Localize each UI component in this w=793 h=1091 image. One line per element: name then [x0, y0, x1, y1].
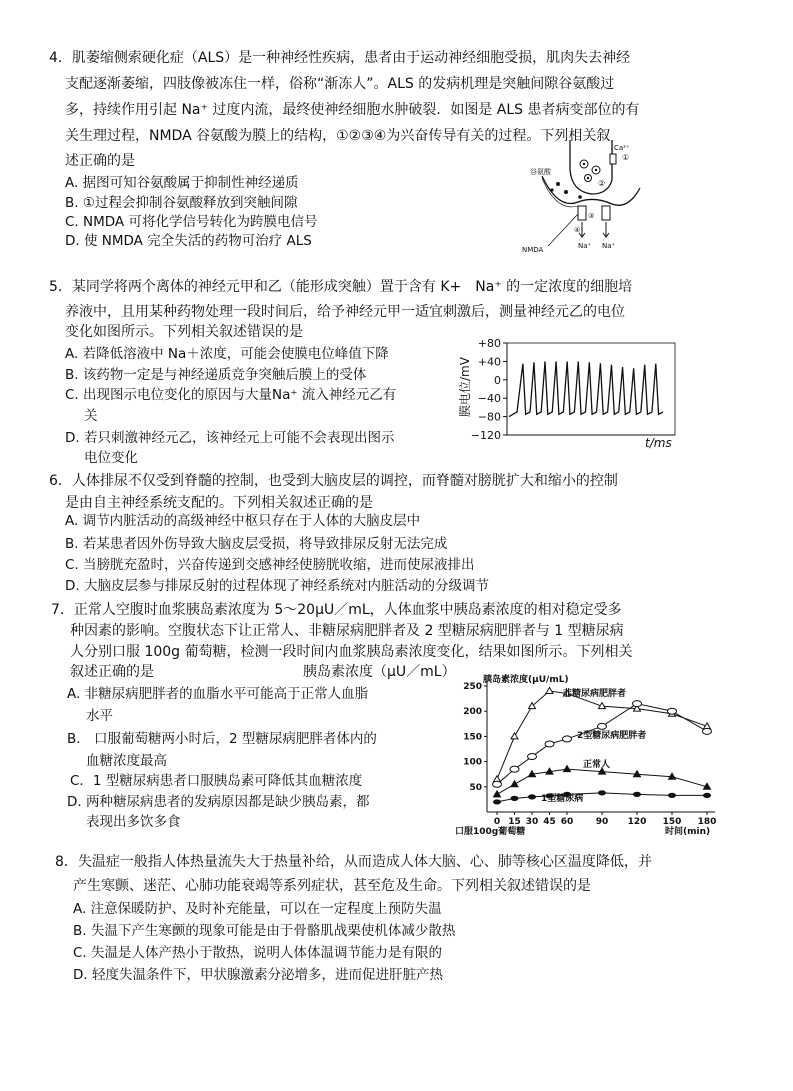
- q7-line-2: 种因素的影响。空腹状态下让正常人、非糖尿病肥胖者及 2 型糖尿病肥胖者与 1 型糖尿病: [70, 623, 624, 639]
- nmda-receptor: [578, 206, 586, 220]
- data-point: [546, 688, 553, 694]
- q7-figure-caption: 胰岛素浓度（μU／mL）: [303, 664, 456, 680]
- legend-obese-nondiabetic: 非糖尿病肥胖者: [563, 689, 627, 699]
- calcium-label: Ca²⁺: [614, 144, 630, 152]
- q5-option-d-cont: 电位变化: [84, 450, 138, 466]
- glutamate-label: 谷氨酸: [530, 168, 551, 176]
- data-point: [703, 728, 712, 734]
- x-axis-label: 时间(min): [665, 827, 711, 837]
- nmda-label: NMDA: [522, 246, 544, 254]
- q8-line-1: 8．失温症一般指人体热量流失大于热量补给，从而造成人体大脑、心、肺等核心区温度降低，并: [55, 854, 652, 870]
- q7-option-a: A. 非糖尿病肥胖者的血脂水平可能高于正常人血脂: [67, 686, 369, 702]
- q7-line-4: 叙述正确的是: [70, 664, 154, 680]
- q4-line-5: 述正确的是: [65, 153, 135, 169]
- data-point: [511, 733, 518, 739]
- x-tick-label: 150: [662, 817, 682, 827]
- data-point: [510, 766, 519, 772]
- q4-line-1: 4．肌萎缩侧索硬化症（ALS）是一种神经性疾病，患者由于运动神经细胞受损，肌肉失去神经: [49, 50, 631, 66]
- nmda-receptor: [602, 206, 610, 220]
- data-point: [598, 790, 606, 795]
- q8-option-d: D. 轻度失温条件下，甲状腺激素分泌增多，进而促进肝脏产热: [73, 967, 443, 983]
- x-tick-label: 120: [627, 817, 647, 827]
- data-point: [633, 701, 642, 707]
- data-point: [511, 781, 518, 787]
- membrane-potential-chart: [455, 335, 690, 450]
- q7-option-a-cont: 水平: [86, 708, 113, 724]
- data-point: [598, 723, 607, 729]
- q5-option-c-cont: 关: [84, 408, 98, 424]
- q8-option-a: A. 注意保暖防护、及时补充能量，可以在一定程度上预防失温: [73, 901, 442, 917]
- q5-line-1: 5．某同学将两个离体的神经元甲和乙（能形成突触）置于含有 K+ Na⁺ 的一定浓度的细胞培: [49, 279, 633, 295]
- q6-line-1: 6．人体排尿不仅受到脊髓的控制，也受到大脑皮层的调控，而脊髓对膀胱扩大和缩小的控制: [49, 473, 618, 489]
- potential-trace: [509, 361, 663, 416]
- q4-line-4: 关生理过程，NMDA 谷氨酸为膜上的结构，①②③④为兴奋传导有关的过程。下列相关叙: [65, 128, 611, 144]
- data-point: [528, 794, 536, 799]
- y-tick-label: −120: [470, 429, 501, 442]
- q6-option-a: A. 调节内脏活动的高级神经中枢只存在于人体的大脑皮层中: [65, 513, 421, 529]
- x-tick-label: 45: [543, 817, 556, 827]
- svg-text:③: ③: [588, 212, 595, 220]
- q4-line-2: 支配逐渐萎缩，四肢像被冻住一样，俗称“渐冻人”。ALS 的发病机理是突触间隙谷氨酸过: [65, 76, 615, 92]
- legend-type1: 1型糖尿病: [541, 794, 584, 804]
- data-point: [668, 708, 677, 714]
- q4-option-b: B. ①过程会抑制谷氨酸释放到突触间隙: [65, 195, 298, 211]
- q8-option-c: C. 失温是人体产热小于散热，说明人体体温调节能力是有限的: [73, 945, 443, 961]
- q7-option-b: B． 口服葡萄糖两小时后，2 型糖尿病肥胖者体内的: [67, 731, 377, 747]
- q5-option-a: A. 若降低溶液中 Na＋浓度，可能会使膜电位峰值下降: [65, 346, 389, 362]
- q5-line-2: 养液中，且用某种药物处理一段时间后，给予神经元甲一适宜刺激后，测量神经元乙的电位: [65, 304, 625, 320]
- q5-line-3: 变化如图所示。下列相关叙述错误的是: [65, 324, 303, 340]
- q6-option-b: B. 若某患者因外伤导致大脑皮层受损，将导致排尿反射无法完成: [65, 536, 448, 552]
- x-tick-label: 30: [525, 817, 539, 827]
- q4-option-c: C. NMDA 可将化学信号转化为跨膜电信号: [65, 214, 318, 230]
- data-point: [528, 754, 537, 760]
- x-start-label: 口服100g葡萄糖: [455, 827, 526, 837]
- x-tick-label: 180: [697, 817, 717, 827]
- y-tick-label: 50: [469, 782, 482, 793]
- y-axis-label: 膜电位/mV: [458, 357, 472, 417]
- q4-option-a: A. 据图可知谷氨酸属于抑制性神经递质: [65, 175, 299, 191]
- x-axis-label: t/ms: [645, 436, 672, 450]
- data-point: [494, 791, 501, 797]
- y-tick-label: 200: [463, 707, 482, 718]
- q5-option-b: B. 该药物一定是与神经递质竞争突触后膜上的受体: [65, 367, 367, 383]
- synapse-figure: [522, 140, 662, 258]
- svg-text:②: ②: [598, 179, 606, 188]
- q7-option-d-cont: 表现出多饮多食: [86, 814, 181, 830]
- y-tick-label: −40: [477, 392, 501, 406]
- x-tick-label: 60: [560, 817, 574, 827]
- y-tick-label: 250: [463, 682, 482, 692]
- q7-option-d: D. 两种糖尿病患者的发病原因都是缺少胰岛素，都: [67, 794, 370, 810]
- q6-option-c: C. 当膀胱充盈时，兴奋传递到交感神经使膀胱收缩，进而使尿液排出: [65, 557, 475, 573]
- y-tick-label: 0: [494, 373, 501, 387]
- q4-line-3: 多，持续作用引起 Na⁺ 过度内流，最终使神经细胞水肿破裂．如图是 ALS 患者病变部位的有: [65, 102, 640, 118]
- y-tick-label: +80: [477, 337, 501, 350]
- q8-line-2: 产生寒颤、迷茫、心肺功能衰竭等系列症状，甚至危及生命。下列相关叙述错误的是: [73, 878, 591, 894]
- x-tick-label: 0: [493, 817, 501, 827]
- data-point: [668, 793, 676, 798]
- y-tick-label: +40: [477, 355, 501, 369]
- x-tick-label: 90: [595, 817, 609, 827]
- svg-text:①: ①: [622, 153, 630, 162]
- legend-type2-obese: 2型糖尿病肥胖者: [577, 731, 647, 741]
- y-tick-label: 100: [463, 757, 482, 768]
- svg-text:④: ④: [574, 226, 581, 234]
- data-point: [563, 736, 572, 742]
- q6-option-d: D. 大脑皮层参与排尿反射的过程体现了神经系统对内脏活动的分级调节: [65, 578, 489, 594]
- q6-line-2: 是由自主神经系统支配的。下列相关叙述正确的是: [65, 495, 373, 511]
- data-point: [633, 792, 641, 797]
- svg-text:Na⁺: Na⁺: [578, 242, 592, 250]
- data-point: [511, 796, 519, 801]
- q4-option-d: D. 使 NMDA 完全失活的药物可治疗 ALS: [65, 233, 312, 249]
- legend-normal: 正常人: [583, 760, 611, 770]
- data-point: [493, 799, 501, 804]
- q7-option-c: C．1 型糖尿病患者口服胰岛素可降低其血糖浓度: [70, 773, 363, 789]
- data-point: [545, 741, 554, 747]
- q7-line-3: 人分别口服 100g 葡萄糖，检测一段时间内血浆胰岛素浓度变化，结果如图所示。下列相关: [70, 644, 633, 660]
- y-tick-label: 150: [463, 732, 482, 743]
- data-point: [493, 781, 502, 787]
- q8-option-b: B. 失温下产生寒颤的现象可能是由于骨骼肌战栗使机体减少散热: [73, 923, 456, 939]
- y-axis-label: 胰岛素浓度(μU/mL): [483, 675, 569, 685]
- svg-text:Na⁺: Na⁺: [602, 242, 616, 250]
- data-point: [564, 766, 571, 772]
- insulin-chart: [455, 672, 725, 842]
- q5-option-c: C. 出现图示电位变化的原因与大量Na⁺ 流入神经元乙有: [65, 387, 397, 403]
- y-tick-label: −80: [477, 410, 501, 424]
- q7-line-1: 7．正常人空腹时血浆胰岛素浓度为 5～20μU／mL，人体血浆中胰岛素浓度的相对稳定受多: [51, 602, 622, 618]
- q5-option-d: D. 若只刺激神经元乙，该神经元上可能不会表现出图示: [65, 430, 395, 446]
- x-tick-label: 15: [508, 817, 521, 827]
- data-point: [703, 793, 711, 798]
- q7-option-b-cont: 血糖浓度最高: [86, 753, 167, 769]
- calcium-channel: [610, 154, 616, 164]
- presynaptic-membrane: [570, 140, 612, 194]
